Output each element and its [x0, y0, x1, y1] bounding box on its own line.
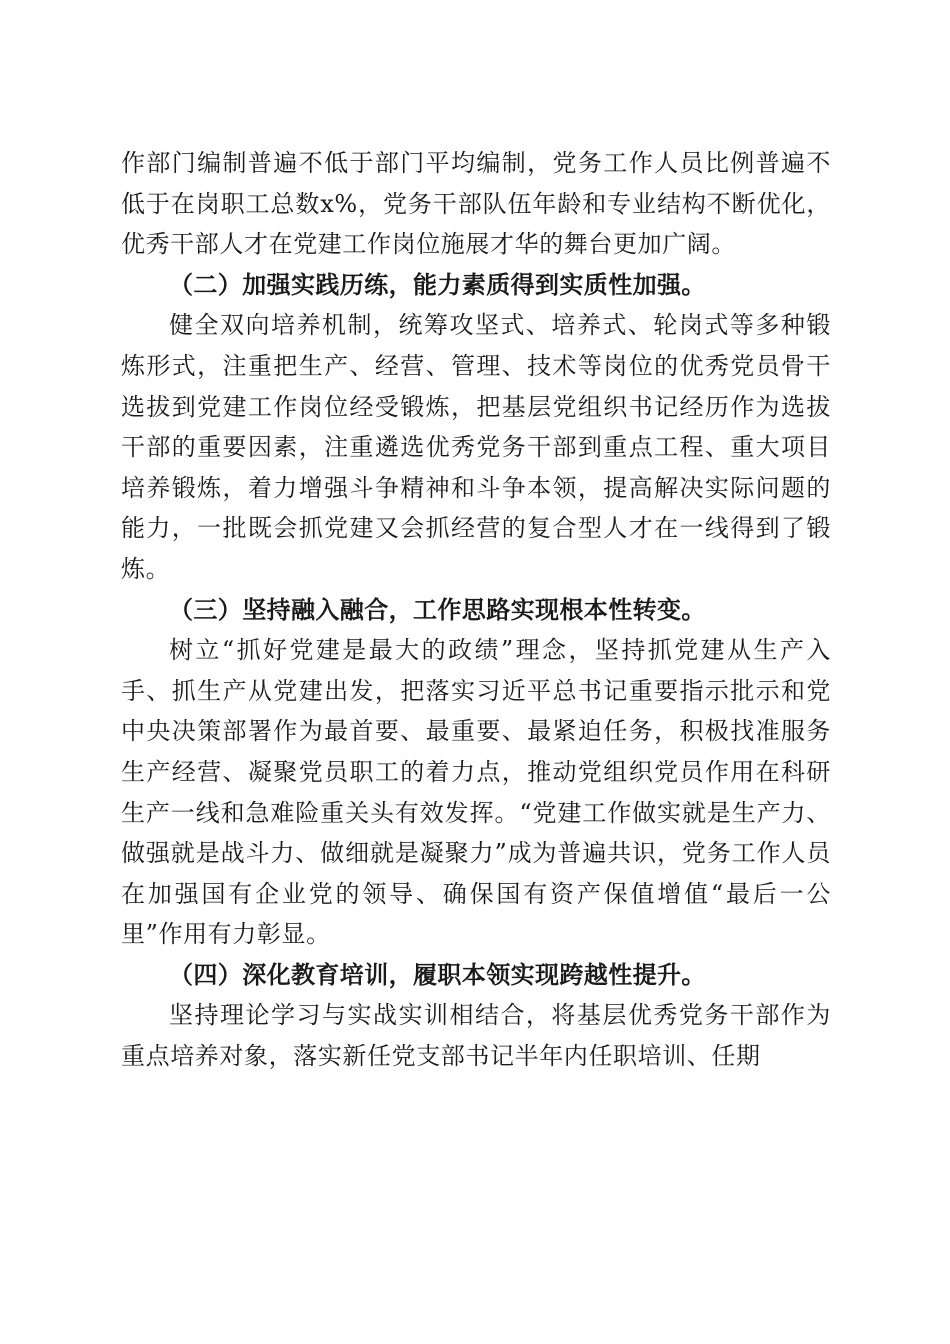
- paragraph-integration: 树立“抓好党建是最大的政绩”理念，坚持抓党建从生产入手、抓生产从党建出发，把落实习近平总书记重要指示批示和党中央决策部署作为最首要、最重要、最紧迫任务，积极找准服务生产经营、凝聚党员职工的着力点，推动党组织党员作用在科研生产一线和急难险重关头有效发挥。“党建工作做实就是生产力、做强就是战斗力、做细就是凝聚力”成为普遍共识，党务工作人员在加强国有企业党的领导、确保国有资产保值增值“最后一公里”作用有力彰显。: [121, 636, 831, 949]
- section-heading-2: （二）加强实践历练，能力素质得到实质性加强。: [169, 270, 706, 299]
- paragraph-staffing-continued: 作部门编制普遍不低于部门平均编制，党务工作人员比例普遍不低于在岗职工总数x%，党务干部队伍年龄和专业结构不断优化，优秀干部人才在党建工作岗位施展才华的舞台更加广阔。: [121, 149, 831, 259]
- section-heading-4: （四）深化教育培训，履职本领实现跨越性提升。: [169, 960, 706, 989]
- document-body: [121, 143, 831, 1077]
- paragraph-practice-training: 健全双向培养机制，统筹攻坚式、培养式、轮岗式等多种锻炼形式，注重把生产、经营、管理、技术等岗位的优秀党员骨干选拔到党建工作岗位经受锻炼，把基层党组织书记经历作为选拔干部的重要因素，注重遴选优秀党务干部到重点工程、重大项目培养锻炼，着力增强斗争精神和斗争本领，提高解决实际问题的能力，一批既会抓党建又会抓经营的复合型人才在一线得到了锻炼。: [121, 311, 831, 583]
- section-heading-3: （三）坚持融入融合，工作思路实现根本性转变。: [169, 595, 706, 624]
- paragraph-education-training: 坚持理论学习与实战实训相结合，将基层优秀党务干部作为重点培养对象，落实新任党支部书记半年内任职培训、任期: [121, 1001, 831, 1071]
